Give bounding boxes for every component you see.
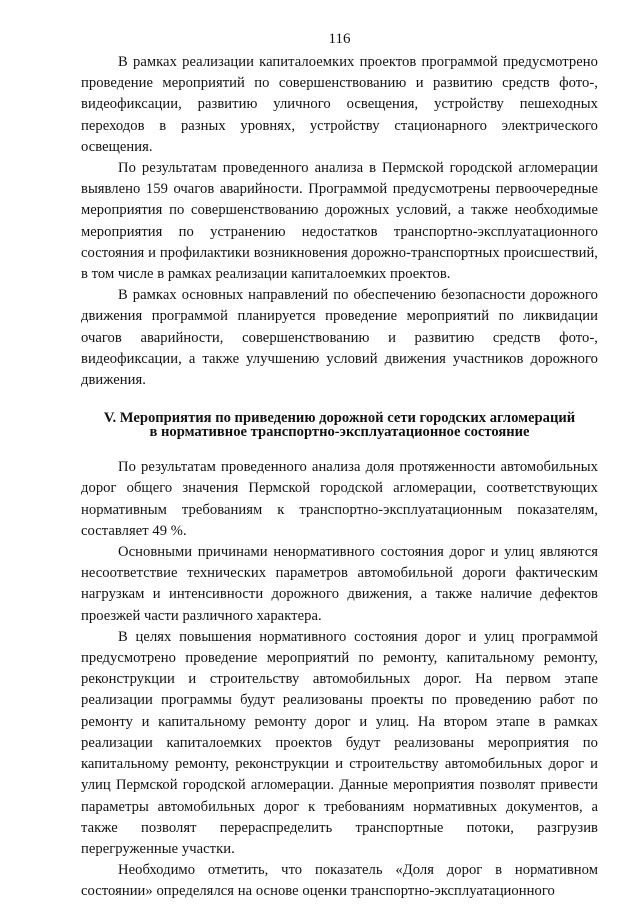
paragraph: В рамках реализации капиталоемких проектов программой предусмотрено проведение мероприятий по совершенствованию и развитию средств фото-, видеофиксации, развитию уличного освещения, устройству пешеходных переходов в разных уровнях, устройству стационарного электрического освещения. xyxy=(81,54,598,155)
section-heading xyxy=(81,411,598,439)
document-page xyxy=(81,30,598,903)
page-number: 116 xyxy=(328,31,351,47)
paragraph: В целях повышения нормативного состояния дорог и улиц программой предусмотрено проведение мероприятий по ремонту, капитальному ремонту, реконструкции и строительству автомобильных дорог. На первом этапе реализации программы будут реализованы проекты по проведению работ по ремонту и капитальному ремонту дорог и улиц. На втором этапе в рамках реализации капиталоемких проектов будут реализованы мероприятия по капитальному ремонту, реконструкции и строительству автомобильных дорог и улиц Пермской городской агломерации. Данные мероприятия позволят привести параметры автомобильных дорог к требованиям нормативных документов, а также позволят перераспределить транспортные потоки, разгрузив перегруженные участки. xyxy=(81,628,598,857)
paragraph: По результатам проведенного анализа в Пермской городской агломерации выявлено 159 очагов аварийности. Программой предусмотрены первоочередные мероприятия по совершенствованию дорожных условий, а также необходимые мероприятия по устранению недостатков транспортно-эксплуатационного состояния и профилактики возникновения дорожно-транспортных происшествий, в том числе в рамках реализации капиталоемких проектов. xyxy=(81,160,598,283)
section-heading-line: V. Мероприятия по приведению дорожной сети городских агломераций xyxy=(103,410,576,427)
paragraph: В рамках основных направлений по обеспечению безопасности дорожного движения программой планируется проведение мероприятий по ликвидации очагов аварийности, совершенствованию и развитию средств фото-, видеофиксации, а также улучшению условий движения участников дорожного движения. xyxy=(81,287,598,389)
paragraph: По результатам проведенного анализа доля протяженности автомобильных дорог общего значения Пермской городской агломерации, соответствующих нормативным требованиям к транспортно-эксплуатационным показателям, составляет 49 %. xyxy=(81,459,598,539)
paragraph: Основными причинами ненормативного состояния дорог и улиц являются несоответствие технических параметров автомобильной дороги фактическим нагрузкам и интенсивности дорожного движения, а также наличие дефектов проезжей части различного характера. xyxy=(81,544,598,624)
paragraph: Необходимо отметить, что показатель «Доля дорог в нормативном состоянии» определялся на основе оценки транспортно-эксплуатационного xyxy=(81,862,598,900)
section-heading-line: в нормативное транспортно-эксплуатационное состояние xyxy=(149,424,530,441)
